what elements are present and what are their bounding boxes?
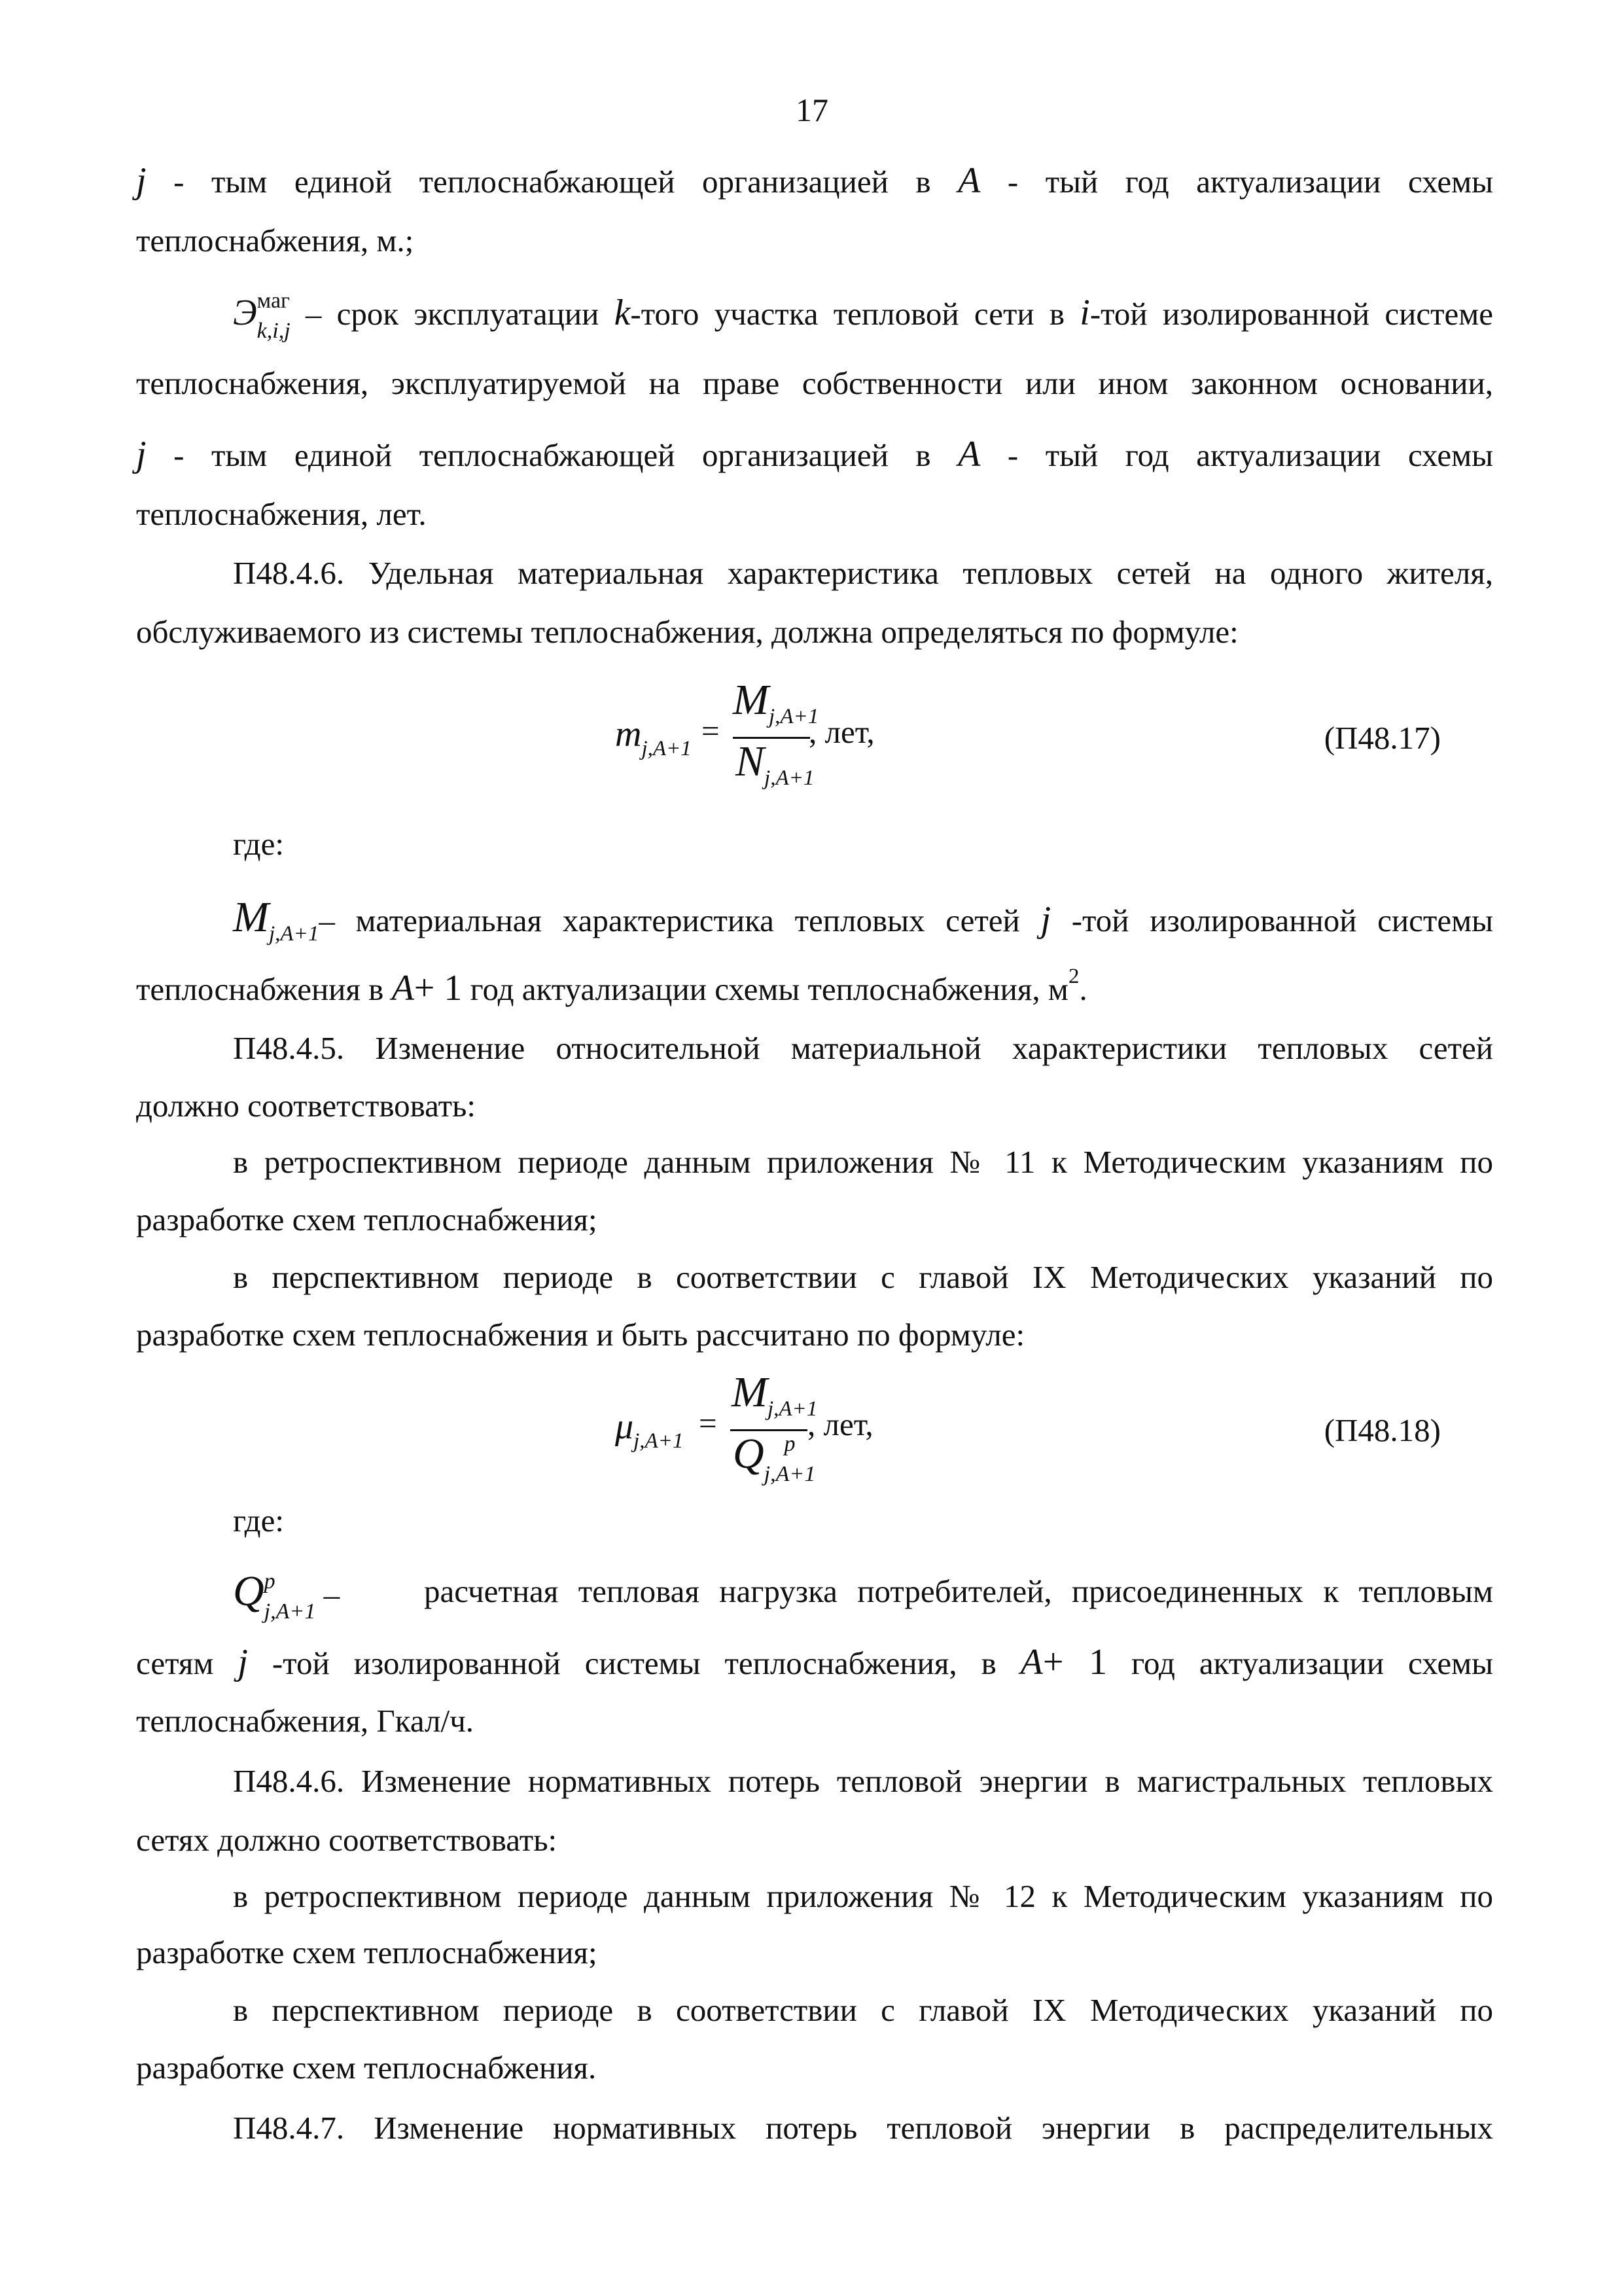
formula-number: (П48.17) xyxy=(1324,720,1441,756)
section-heading-line: П48.4.7. Изменение нормативных потерь тепловой энергии в распределительных xyxy=(233,2110,1493,2146)
formula-denominator: Q p j,A+1 xyxy=(733,1430,816,1486)
paragraph-line: теплоснабжения, м.; xyxy=(136,222,414,258)
paragraph-line: теплоснабжения, Гкал/ч. xyxy=(136,1703,474,1739)
formula-number: (П48.18) xyxy=(1324,1412,1441,1448)
definition-q-text: расчетная тепловая нагрузка потребителей, присоединенных к тепловым xyxy=(424,1573,1493,1609)
paragraph-line: теплоснабжения, лет. xyxy=(136,496,427,532)
paragraph-line: обслуживаемого из системы теплоснабжения, должна определяться по формуле: xyxy=(136,614,1239,650)
paragraph-line: сетях должно соответствовать: xyxy=(136,1822,557,1858)
section-heading-line: П48.4.6. Удельная материальная характеристика тепловых сетей на одного жителя, xyxy=(233,555,1493,591)
paragraph-line: сетям j -той изолированной системы теплоснабжения, в A+ 1 год актуализации схемы xyxy=(136,1642,1494,1682)
paragraph-line: должно соответствовать: xyxy=(136,1088,476,1124)
paragraph-line: разработке схем теплоснабжения; xyxy=(136,1934,597,1970)
paragraph-line: теплоснабжения, эксплуатируемой на праве собственности или ином законном основании, xyxy=(136,365,1493,401)
formula-numerator: $M_{j,A+1}$ xyxy=(732,1368,818,1421)
definition-q-line: Q p j,A+1 – xyxy=(233,1567,340,1624)
symbol-q: Q p j,A+1 xyxy=(233,1567,316,1624)
paragraph-line: в ретроспективном периоде данным приложения № 12 к Методическим указаниям по xyxy=(233,1878,1493,1914)
page-number: 17 xyxy=(796,92,828,128)
paragraph-line: j - тым единой теплоснабжающей организацией в A - тый год актуализации схемы xyxy=(136,160,1493,201)
formula-lhs: $m_{j,A+1}$ xyxy=(615,714,692,760)
paragraph-line: в ретроспективном периоде данным приложения № 11 к Методическим указаниям по xyxy=(233,1144,1493,1180)
math-var: j xyxy=(136,160,147,201)
paragraph-line: в перспективном периоде в соответствии с главой IX Методических указаний по xyxy=(233,1992,1493,2028)
symbol-e: Э маг k,i,j xyxy=(233,288,291,343)
formula-lhs: $\mu_{j,A+1}$ xyxy=(615,1406,684,1453)
document-page: 17 j - тым единой теплоснабжающей организацией в A - тый год актуализации схемы теплоснабжения, м.; Э маг k,i,j – срок эксплуатации k-того участка тепловой сети в i-той изолированной системе теплоснабжения, эксплуатируемой на праве собственности или ином законном основании, j - тым единой теплоснабжающей организацией в A - тый год актуализации схемы теплоснабжения, лет. П48.4.6. Удельная материальная характеристика тепловых сетей на одного жителя, обслуживаемого из системы теплоснабжения, должна определяться по формуле: $m_{j,A+1}$ = $M_{j,A+1}$ $N_{j,A+1}$ , лет, (П48.17) где: $M_{j,A+1}-$ материальная характеристика тепловых сетей j -той изолированной системы теплоснабжения в A+ 1 год актуализации схемы теплоснабжения, $м^2$. П48.4.5. Изменение относительной материальной характеристики тепловых сетей должно соответствовать: в ретроспективном периоде данным приложения № 11 к Методическим указаниям по разработке схем теплоснабжения; в перспективном периоде в соответствии с главой IX Методических указаний по разработке схем теплоснабжения и быть рассчитано по формуле: $\mu_{j,A+1}$ = $M_{j,A+1}$ Q p j,A+1 , лет, (П48.18) где: Q p j,A+1 – расчетная тепловая нагрузка потребителей, присоединенных к тепловым сетям j -той изолированной системы теплоснабжения, в A+ 1 год актуализации схемы теплоснабжения, Гкал/ч. П48.4.6. Изменение нормативных потерь тепловой энергии в магистральных тепловых сетях должно соответствовать: в ретроспективном периоде данным приложения № 12 к Методическим указаниям по разработке схем теплоснабжения; в перспективном периоде в соответствии с главой IX Методических указаний по разработке схем теплоснабжения. П48.4.7. Изменение нормативных потерь тепловой энергии в распределительных xyxy=(0,0,1624,2295)
paragraph-line: теплоснабжения в A+ 1 год актуализации схемы теплоснабжения, $м^2$. xyxy=(136,965,1087,1008)
section-heading-line: П48.4.6. Изменение нормативных потерь тепловой энергии в магистральных тепловых xyxy=(233,1763,1493,1799)
paragraph-line: в перспективном периоде в соответствии с главой IX Методических указаний по xyxy=(233,1259,1493,1295)
formula-numerator: $M_{j,A+1}$ xyxy=(733,676,819,728)
paragraph-line: разработке схем теплоснабжения. xyxy=(136,2050,597,2086)
math-var: A xyxy=(958,160,981,201)
symbol-m: $M_{j,A+1}$ xyxy=(233,893,319,946)
paragraph-line: j - тым единой теплоснабжающей организацией в A - тый год актуализации схемы xyxy=(136,434,1493,474)
definition-m-line: $M_{j,A+1}-$ материальная характеристика тепловых сетей j -той изолированной системы xyxy=(233,893,1493,946)
where-label: где: xyxy=(233,826,284,862)
where-label: где: xyxy=(233,1503,284,1539)
paragraph-line: разработке схем теплоснабжения и быть рассчитано по формуле: xyxy=(136,1317,1025,1353)
formula-denominator: $N_{j,A+1}$ xyxy=(735,738,815,790)
section-heading-line: П48.4.5. Изменение относительной материальной характеристики тепловых сетей xyxy=(233,1030,1493,1066)
definition-e-line: Э маг k,i,j – срок эксплуатации k-того участка тепловой сети в i-той изолированной системе xyxy=(233,288,1494,343)
paragraph-line: разработке схем теплоснабжения; xyxy=(136,1201,597,1237)
